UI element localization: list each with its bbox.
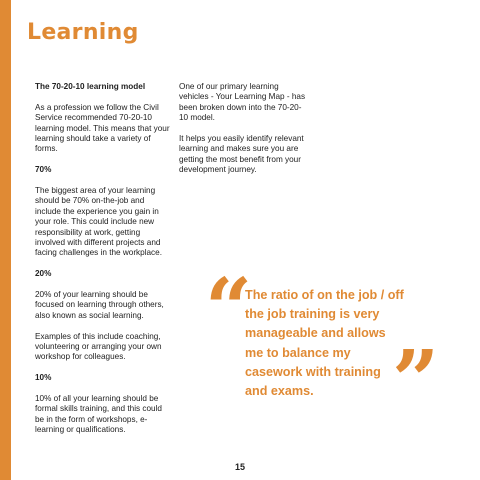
left-column	[35, 82, 170, 446]
learning-map-paragraph: One of our primary learning vehicles - Your Learning Map - has been broken down into the 70-20-10 model.	[179, 82, 306, 123]
benefit-paragraph: It helps you easily identify relevant learning and makes sure you are getting the most benefit from your development journey.	[179, 134, 304, 175]
page-number: 15	[234, 462, 245, 472]
section-20-text: 20% of your learning should be focused on learning through others, also known as social learning.	[35, 290, 164, 320]
pull-quote: The ratio of on the job / off the job training is very manageable and allows me to balance my casework with training and exams.	[245, 288, 404, 399]
section-10-text: 10% of all your learning should be formal skills training, and this could be in the form of workshops, e-learning or qualifications.	[35, 394, 162, 435]
right-column	[179, 82, 309, 186]
section-70-heading: 70%	[35, 165, 52, 175]
section-20-heading: 20%	[35, 269, 52, 279]
section-20-examples: Examples of this include coaching, volunteering or arranging your own workshop for colleagues.	[35, 331, 162, 362]
section-10-heading: 10%	[35, 373, 52, 383]
section-70-text: The biggest area of your learning should be 70% on-the-job and include the experience you gain in your role. This could include new responsibility at work, getting involved with different projects and facing challenges in the workplace.	[35, 186, 162, 258]
open-quote-icon: “	[205, 261, 253, 357]
model-intro: As a profession we follow the Civil Service recommended 70-20-10 learning model. This means that your learning should take a variety of forms.	[35, 102, 170, 154]
page-title: Learning	[27, 20, 139, 45]
close-quote-icon: ”	[392, 333, 440, 429]
side-accent-bar	[0, 0, 11, 480]
model-heading: The 70-20-10 learning model	[35, 82, 146, 91]
